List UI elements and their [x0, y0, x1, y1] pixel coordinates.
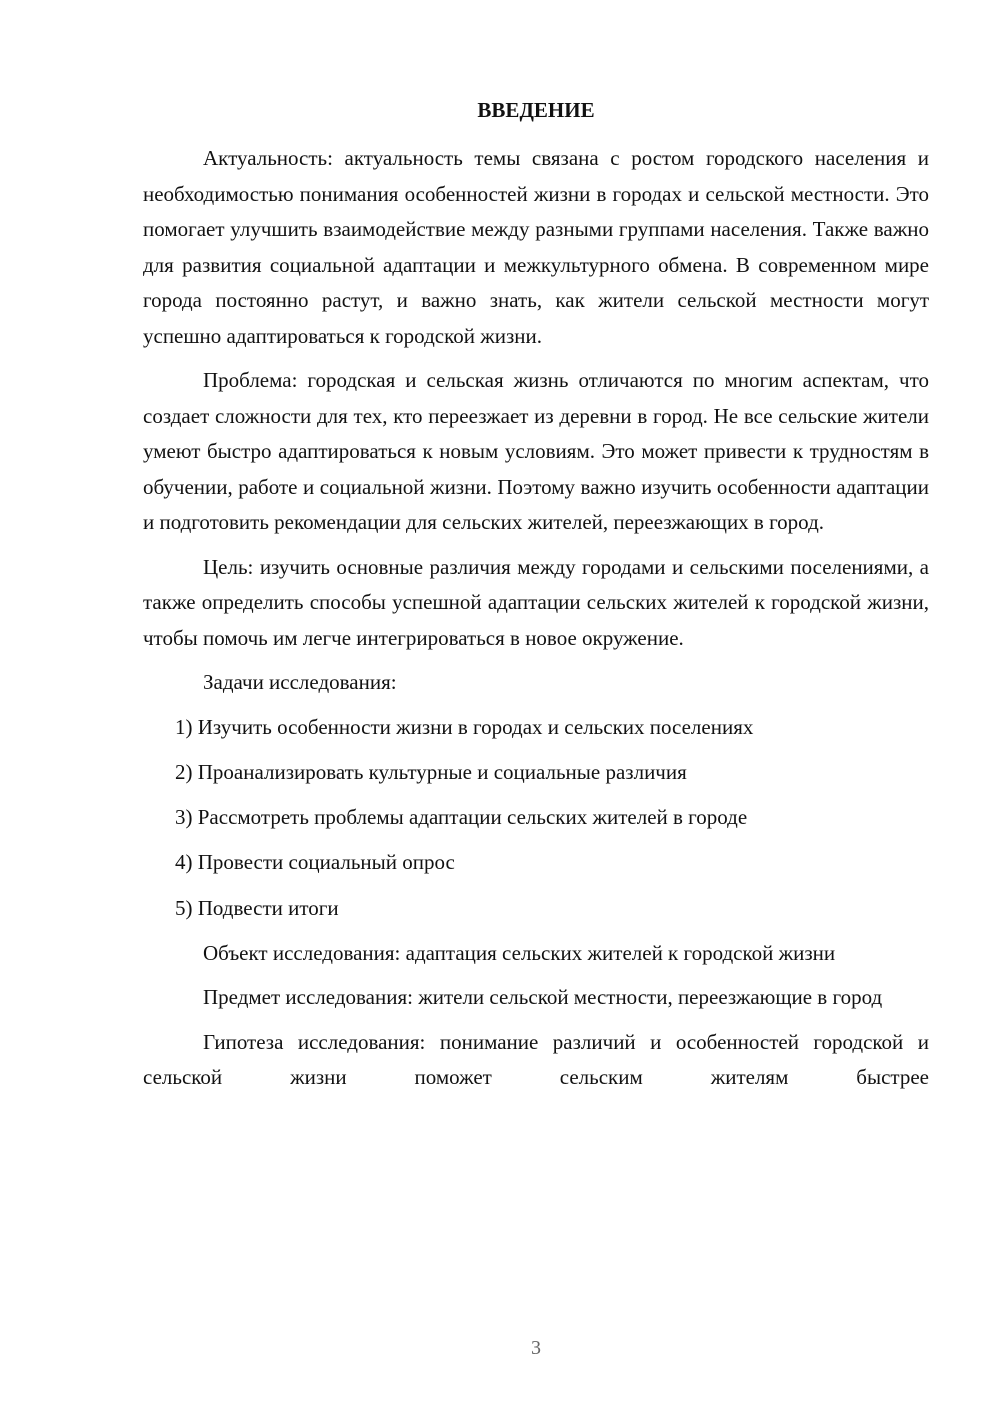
- task-item: 1) Изучить особенности жизни в городах и сельских поселениях: [175, 714, 754, 739]
- section-heading: ВВЕДЕНИЕ: [477, 98, 595, 122]
- page-number: 3: [531, 1337, 541, 1359]
- goal-paragraph: Цель: изучить основные различия между городами и сельскими поселениями, а также определить способы успешной адаптации сельских жителей к городской жизни, чтобы помочь им легче интегрироваться в новое окружение.: [143, 554, 929, 650]
- research-subject-paragraph: Предмет исследования: жители сельской местности, переезжающие в город: [203, 985, 883, 1010]
- hypothesis-paragraph: Гипотеза исследования: понимание различий и особенностей городской и сельской жизни поможет сельским жителям быстрее: [143, 1029, 929, 1090]
- tasks-list: [143, 710, 929, 927]
- tasks-heading: Задачи исследования:: [203, 670, 397, 694]
- task-item: 5) Подвести итоги: [175, 895, 339, 920]
- task-item: 4) Провести социальный опрос: [175, 850, 455, 875]
- research-object-paragraph: Объект исследования: адаптация сельских жителей к городской жизни: [203, 940, 836, 965]
- task-item: 3) Рассмотреть проблемы адаптации сельских жителей в городе: [175, 805, 748, 830]
- problem-paragraph: Проблема: городская и сельская жизнь отличаются по многим аспектам, что создает сложности для тех, кто переезжает из деревни в город. Не все сельские жители умеют быстро адаптироваться к новым условиям. Это может привести к трудностям в обучении, работе и социальной жизни. Поэтому важно изучить особенности адаптации и подготовить рекомендации для сельских жителей, переезжающих в город.: [143, 368, 929, 534]
- relevance-paragraph: Актуальность: актуальность темы связана с ростом городского населения и необходимостью понимания особенностей жизни в городах и сельской местности. Это помогает улучшить взаимодействие между разными группами населения. Также важно для развития социальной адаптации и межкультурного обмена. В современном мире города постоянно растут, и важно знать, как жители сельской местности могут успешно адаптироваться к городской жизни.: [143, 146, 929, 348]
- task-item: 2) Проанализировать культурные и социальные различия: [175, 759, 687, 784]
- page-content: [143, 95, 929, 1105]
